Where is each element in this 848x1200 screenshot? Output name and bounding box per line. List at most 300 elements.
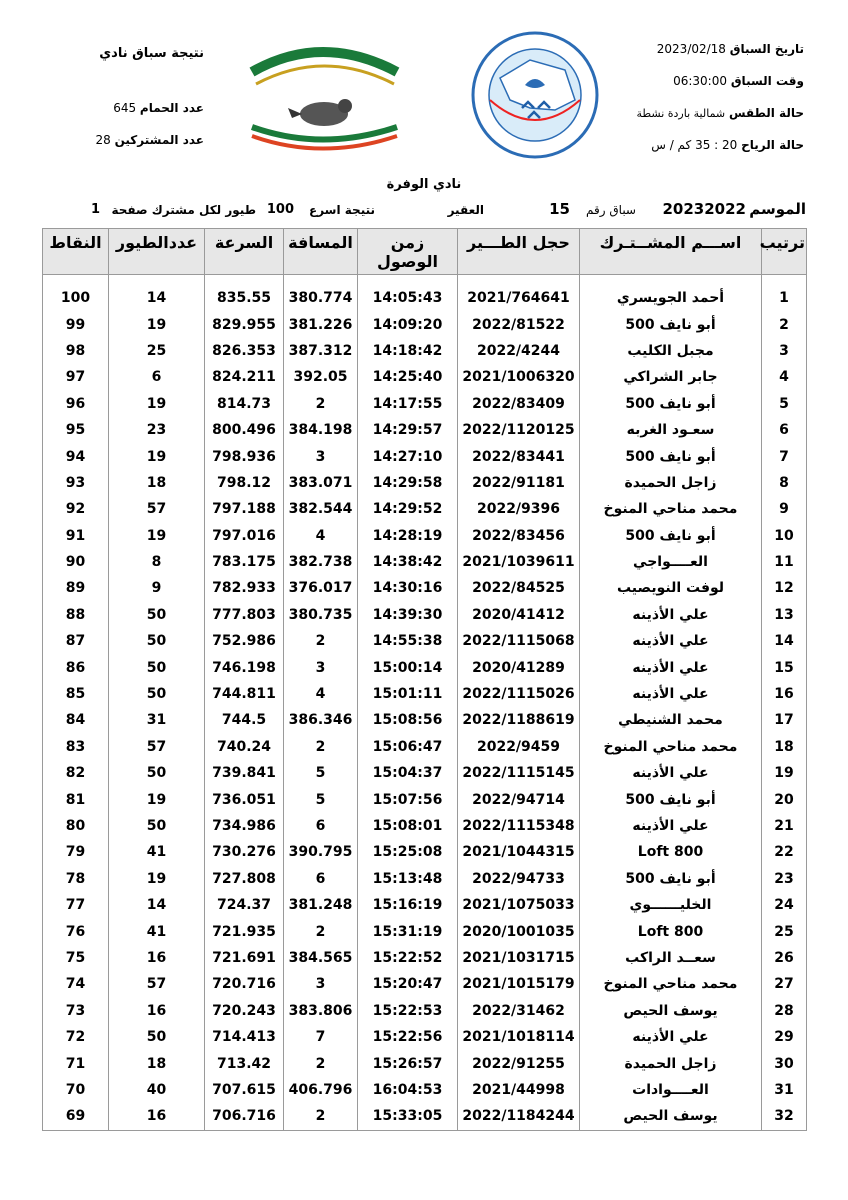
results-table: [42, 228, 807, 1131]
ring-cell: 2021/44998: [458, 1077, 580, 1103]
ring-cell: 2022/1184244: [458, 1103, 580, 1130]
rank-cell: 22: [762, 839, 807, 865]
per-member-label: طيور لكل مشترك صفحة: [111, 203, 256, 217]
table-row: [43, 602, 807, 628]
result-summary-block: [94, 46, 204, 165]
arrival-time-cell: 15:01:11: [358, 681, 458, 707]
points-cell: 77: [43, 892, 109, 918]
participant-cell: علي الأذينه: [580, 654, 762, 680]
rank-cell: 19: [762, 760, 807, 786]
birds-count-cell: 9: [109, 575, 205, 601]
club-name: نادي الوفرة: [386, 177, 462, 192]
distance-cell: 380.774: [284, 285, 358, 311]
ring-cell: 2022/91255: [458, 1050, 580, 1076]
rank-cell: 7: [762, 443, 807, 469]
participant-cell: زاجل الحميدة: [580, 1050, 762, 1076]
birds-count-cell: 50: [109, 1024, 205, 1050]
distance-cell: 376.017: [284, 575, 358, 601]
table-row: [43, 998, 807, 1024]
participant-cell: علي الأذينه: [580, 602, 762, 628]
ring-cell: 2020/41412: [458, 602, 580, 628]
distance-cell: 2: [284, 1103, 358, 1130]
rank-cell: 23: [762, 866, 807, 892]
col-points-header: النقاط: [43, 229, 109, 275]
distance-cell: 392.05: [284, 364, 358, 390]
wind-label: حالة الرياح: [741, 138, 804, 152]
table-row: [43, 945, 807, 971]
speed-cell: 797.016: [205, 523, 284, 549]
rank-cell: 24: [762, 892, 807, 918]
points-cell: 78: [43, 866, 109, 892]
wind: 20 : 35 كم / س: [651, 138, 738, 152]
distance-cell: 381.248: [284, 892, 358, 918]
distance-cell: 382.544: [284, 496, 358, 522]
rank-cell: 4: [762, 364, 807, 390]
table-row: [43, 417, 807, 443]
rank-cell: 8: [762, 470, 807, 496]
rank-cell: 3: [762, 338, 807, 364]
weather: شمالية باردة نشطة: [636, 107, 726, 120]
ring-cell: 2022/4244: [458, 338, 580, 364]
birds-count-cell: 18: [109, 1050, 205, 1076]
rank-cell: 6: [762, 417, 807, 443]
race-date-label: تاريخ السباق: [729, 42, 804, 56]
arrival-time-cell: 16:04:53: [358, 1077, 458, 1103]
arrival-time-cell: 15:08:56: [358, 707, 458, 733]
distance-cell: 382.738: [284, 549, 358, 575]
participant-cell: لوفت النويصيب: [580, 575, 762, 601]
arrival-time-cell: 15:00:14: [358, 654, 458, 680]
speed-cell: 739.841: [205, 760, 284, 786]
rank-cell: 12: [762, 575, 807, 601]
arrival-time-cell: 14:25:40: [358, 364, 458, 390]
rank-cell: 31: [762, 1077, 807, 1103]
rank-cell: 16: [762, 681, 807, 707]
birds-count-cell: 14: [109, 285, 205, 311]
participant-cell: أبو نايف 500: [580, 311, 762, 337]
arrival-time-cell: 15:06:47: [358, 734, 458, 760]
ring-cell: 2022/83456: [458, 523, 580, 549]
birds-count-cell: 50: [109, 628, 205, 654]
race-no: 15: [549, 200, 570, 218]
table-row: [43, 285, 807, 311]
birds-count-cell: 19: [109, 866, 205, 892]
distance-cell: 3: [284, 443, 358, 469]
participant-cell: Loft 800: [580, 839, 762, 865]
race-location: العقير: [447, 203, 484, 217]
birds-count-cell: 57: [109, 496, 205, 522]
birds-count-cell: 57: [109, 734, 205, 760]
distance-cell: 383.071: [284, 470, 358, 496]
spacer-row: [43, 275, 807, 286]
speed-cell: 744.811: [205, 681, 284, 707]
points-cell: 97: [43, 364, 109, 390]
table-row: [43, 364, 807, 390]
birds-count-cell: 19: [109, 523, 205, 549]
distance-cell: 381.226: [284, 311, 358, 337]
ring-cell: 2022/94714: [458, 786, 580, 812]
distance-cell: 383.806: [284, 998, 358, 1024]
distance-cell: 7: [284, 1024, 358, 1050]
rank-cell: 29: [762, 1024, 807, 1050]
table-row: [43, 496, 807, 522]
participant-cell: محمد مناحي المنوخ: [580, 496, 762, 522]
speed-cell: 798.936: [205, 443, 284, 469]
birds-count-cell: 41: [109, 918, 205, 944]
arrival-time-cell: 14:29:58: [358, 470, 458, 496]
birds-count-cell: 19: [109, 443, 205, 469]
distance-cell: 2: [284, 1050, 358, 1076]
distance-cell: 390.795: [284, 839, 358, 865]
fastest-label: نتيجة اسرع: [309, 203, 375, 217]
arrival-time-cell: 14:09:20: [358, 311, 458, 337]
ring-cell: 2022/83409: [458, 391, 580, 417]
rank-cell: 1: [762, 285, 807, 311]
points-cell: 76: [43, 918, 109, 944]
arrival-time-cell: 14:17:55: [358, 391, 458, 417]
rank-cell: 5: [762, 391, 807, 417]
results-body: [43, 275, 807, 1131]
table-row: [43, 1077, 807, 1103]
speed-cell: 752.986: [205, 628, 284, 654]
birds-count-cell: 14: [109, 892, 205, 918]
participant-cell: أبو نايف 500: [580, 786, 762, 812]
arrival-time-cell: 14:55:38: [358, 628, 458, 654]
page-number: 1: [90, 202, 100, 217]
speed-cell: 777.803: [205, 602, 284, 628]
birds-count-cell: 18: [109, 470, 205, 496]
participant-cell: محمد مناحي المنوخ: [580, 971, 762, 997]
birds-count-cell: 50: [109, 602, 205, 628]
table-row: [43, 575, 807, 601]
points-cell: 93: [43, 470, 109, 496]
participant-cell: Loft 800: [580, 918, 762, 944]
table-row: [43, 523, 807, 549]
table-row: [43, 918, 807, 944]
arrival-time-cell: 15:08:01: [358, 813, 458, 839]
speed-cell: 724.37: [205, 892, 284, 918]
rank-cell: 32: [762, 1103, 807, 1130]
ring-cell: 2021/1031715: [458, 945, 580, 971]
rank-cell: 27: [762, 971, 807, 997]
participant-cell: محمد الشنيطي: [580, 707, 762, 733]
participants-label: عدد المشتركين: [114, 133, 204, 147]
birds-count-cell: 16: [109, 1103, 205, 1130]
table-row: [43, 839, 807, 865]
distance-cell: 3: [284, 971, 358, 997]
participant-cell: العــــواجي: [580, 549, 762, 575]
season-value: 20232022: [662, 200, 746, 218]
distance-cell: 2: [284, 918, 358, 944]
speed-cell: 824.211: [205, 364, 284, 390]
distance-cell: 6: [284, 813, 358, 839]
participant-cell: يوسف الحيص: [580, 998, 762, 1024]
points-cell: 83: [43, 734, 109, 760]
participant-cell: مجبل الكليب: [580, 338, 762, 364]
rank-cell: 26: [762, 945, 807, 971]
race-meta-row: [42, 200, 806, 224]
fastest-count: 100: [266, 202, 294, 217]
ring-cell: 2021/1006320: [458, 364, 580, 390]
ring-cell: 2022/9459: [458, 734, 580, 760]
distance-cell: 6: [284, 866, 358, 892]
birds-count-cell: 50: [109, 760, 205, 786]
points-cell: 73: [43, 998, 109, 1024]
participant-cell: علي الأذينه: [580, 760, 762, 786]
rank-cell: 2: [762, 311, 807, 337]
rank-cell: 17: [762, 707, 807, 733]
participant-cell: أبو نايف 500: [580, 391, 762, 417]
distance-cell: 4: [284, 523, 358, 549]
arrival-time-cell: 15:25:08: [358, 839, 458, 865]
speed-cell: 783.175: [205, 549, 284, 575]
speed-cell: 835.55: [205, 285, 284, 311]
rank-cell: 18: [762, 734, 807, 760]
ring-cell: 2021/1015179: [458, 971, 580, 997]
table-row: [43, 443, 807, 469]
rank-cell: 20: [762, 786, 807, 812]
ring-cell: 2022/94733: [458, 866, 580, 892]
arrival-time-cell: 15:04:37: [358, 760, 458, 786]
rank-cell: 11: [762, 549, 807, 575]
arrival-time-cell: 14:30:16: [358, 575, 458, 601]
ring-cell: 2022/1188619: [458, 707, 580, 733]
birds-count-cell: 25: [109, 338, 205, 364]
result-title: نتيجة سباق نادي: [99, 46, 204, 61]
distance-cell: 5: [284, 760, 358, 786]
speed-cell: 720.716: [205, 971, 284, 997]
speed-cell: 721.935: [205, 918, 284, 944]
col-speed-header: السرعة: [205, 229, 284, 275]
ring-cell: 2022/1115145: [458, 760, 580, 786]
speed-cell: 826.353: [205, 338, 284, 364]
table-row: [43, 786, 807, 812]
col-ring-header: حجل الطـــير: [458, 229, 580, 275]
ring-cell: 2022/9396: [458, 496, 580, 522]
points-cell: 72: [43, 1024, 109, 1050]
speed-cell: 782.933: [205, 575, 284, 601]
birds-count-cell: 16: [109, 945, 205, 971]
speed-cell: 736.051: [205, 786, 284, 812]
arrival-time-cell: 14:29:52: [358, 496, 458, 522]
participant-cell: زاجل الحميدة: [580, 470, 762, 496]
birds-count-cell: 40: [109, 1077, 205, 1103]
rank-cell: 14: [762, 628, 807, 654]
points-cell: 71: [43, 1050, 109, 1076]
distance-cell: 4: [284, 681, 358, 707]
participant-cell: يوسف الحيص: [580, 1103, 762, 1130]
table-row: [43, 391, 807, 417]
arrival-time-cell: 15:20:47: [358, 971, 458, 997]
ring-cell: 2022/31462: [458, 998, 580, 1024]
rank-cell: 10: [762, 523, 807, 549]
table-row: [43, 760, 807, 786]
speed-cell: 721.691: [205, 945, 284, 971]
club-logo-icon: [242, 32, 407, 152]
speed-cell: 727.808: [205, 866, 284, 892]
speed-cell: 706.716: [205, 1103, 284, 1130]
arrival-time-cell: 14:18:42: [358, 338, 458, 364]
participant-cell: أبو نايف 500: [580, 866, 762, 892]
points-cell: 85: [43, 681, 109, 707]
points-cell: 87: [43, 628, 109, 654]
table-row: [43, 866, 807, 892]
table-row: [43, 338, 807, 364]
points-cell: 98: [43, 338, 109, 364]
race-time-label: وقت السباق: [730, 74, 804, 88]
distance-cell: 2: [284, 628, 358, 654]
birds-count-cell: 6: [109, 364, 205, 390]
race-info-block: [604, 42, 804, 170]
points-cell: 94: [43, 443, 109, 469]
participant-cell: علي الأذينه: [580, 681, 762, 707]
birds-count-cell: 8: [109, 549, 205, 575]
speed-cell: 707.615: [205, 1077, 284, 1103]
speed-cell: 800.496: [205, 417, 284, 443]
points-cell: 75: [43, 945, 109, 971]
points-cell: 92: [43, 496, 109, 522]
distance-cell: 406.796: [284, 1077, 358, 1103]
race-time: 06:30:00: [673, 74, 727, 88]
distance-cell: 384.198: [284, 417, 358, 443]
arrival-time-cell: 14:29:57: [358, 417, 458, 443]
arrival-time-cell: 14:39:30: [358, 602, 458, 628]
speed-cell: 714.413: [205, 1024, 284, 1050]
speed-cell: 730.276: [205, 839, 284, 865]
col-arrival-header: زمن الوصول: [358, 229, 458, 275]
arrival-time-cell: 15:22:56: [358, 1024, 458, 1050]
points-cell: 91: [43, 523, 109, 549]
distance-cell: 3: [284, 654, 358, 680]
ring-cell: 2022/1115026: [458, 681, 580, 707]
table-row: [43, 813, 807, 839]
table-row: [43, 654, 807, 680]
ring-cell: 2021/1075033: [458, 892, 580, 918]
race-date: 2023/02/18: [656, 42, 726, 56]
rank-cell: 21: [762, 813, 807, 839]
points-cell: 81: [43, 786, 109, 812]
birds-count-cell: 31: [109, 707, 205, 733]
points-cell: 82: [43, 760, 109, 786]
participant-cell: سعــد الراكب: [580, 945, 762, 971]
table-row: [43, 1103, 807, 1130]
points-cell: 74: [43, 971, 109, 997]
speed-cell: 720.243: [205, 998, 284, 1024]
pigeons-label: عدد الحمام: [139, 101, 204, 115]
birds-count-cell: 19: [109, 391, 205, 417]
col-distance-header: المسافة: [284, 229, 358, 275]
arrival-time-cell: 15:16:19: [358, 892, 458, 918]
participant-cell: العــــوادات: [580, 1077, 762, 1103]
ring-cell: 2021/1018114: [458, 1024, 580, 1050]
pigeons-count: 645: [113, 101, 137, 115]
points-cell: 100: [43, 285, 109, 311]
rank-cell: 28: [762, 998, 807, 1024]
arrival-time-cell: 14:38:42: [358, 549, 458, 575]
participant-cell: سعـود الغربه: [580, 417, 762, 443]
table-row: [43, 892, 807, 918]
col-participant-header: اســـم المشــتـرك: [580, 229, 762, 275]
participant-cell: علي الأذينه: [580, 628, 762, 654]
speed-cell: 829.955: [205, 311, 284, 337]
birds-count-cell: 57: [109, 971, 205, 997]
distance-cell: 380.735: [284, 602, 358, 628]
table-row: [43, 1050, 807, 1076]
distance-cell: 2: [284, 734, 358, 760]
speed-cell: 798.12: [205, 470, 284, 496]
participant-cell: أبو نايف 500: [580, 523, 762, 549]
birds-count-cell: 19: [109, 311, 205, 337]
ring-cell: 2020/41289: [458, 654, 580, 680]
rank-cell: 9: [762, 496, 807, 522]
rank-cell: 25: [762, 918, 807, 944]
ring-cell: 2021/764641: [458, 285, 580, 311]
birds-count-cell: 19: [109, 786, 205, 812]
distance-cell: 5: [284, 786, 358, 812]
arrival-time-cell: 14:28:19: [358, 523, 458, 549]
speed-cell: 746.198: [205, 654, 284, 680]
participant-cell: أبو نايف 500: [580, 443, 762, 469]
ring-cell: 2021/1044315: [458, 839, 580, 865]
speed-cell: 797.188: [205, 496, 284, 522]
participant-cell: علي الأذينه: [580, 1024, 762, 1050]
participants-count: 28: [95, 133, 111, 147]
table-header-row: [43, 229, 807, 275]
birds-count-cell: 41: [109, 839, 205, 865]
points-cell: 86: [43, 654, 109, 680]
points-cell: 70: [43, 1077, 109, 1103]
arrival-time-cell: 15:26:57: [358, 1050, 458, 1076]
arrival-time-cell: 15:13:48: [358, 866, 458, 892]
speed-cell: 713.42: [205, 1050, 284, 1076]
points-cell: 89: [43, 575, 109, 601]
arrival-time-cell: 14:27:10: [358, 443, 458, 469]
arrival-time-cell: 15:22:53: [358, 998, 458, 1024]
birds-count-cell: 50: [109, 813, 205, 839]
weather-label: حالة الطقس: [728, 106, 804, 120]
ring-cell: 2022/1120125: [458, 417, 580, 443]
table-row: [43, 1024, 807, 1050]
ring-cell: 2022/83441: [458, 443, 580, 469]
rank-cell: 13: [762, 602, 807, 628]
ring-cell: 2021/1039611: [458, 549, 580, 575]
points-cell: 88: [43, 602, 109, 628]
table-row: [43, 311, 807, 337]
points-cell: 95: [43, 417, 109, 443]
table-row: [43, 549, 807, 575]
participant-cell: محمد مناحي المنوخ: [580, 734, 762, 760]
table-row: [43, 971, 807, 997]
birds-count-cell: 50: [109, 681, 205, 707]
speed-cell: 814.73: [205, 391, 284, 417]
participant-cell: علي الأذينه: [580, 813, 762, 839]
season-label: الموسم: [749, 200, 806, 218]
federation-logo-icon: [470, 30, 600, 160]
speed-cell: 740.24: [205, 734, 284, 760]
speed-cell: 734.986: [205, 813, 284, 839]
arrival-time-cell: 14:05:43: [358, 285, 458, 311]
arrival-time-cell: 15:07:56: [358, 786, 458, 812]
distance-cell: 386.346: [284, 707, 358, 733]
ring-cell: 2022/84525: [458, 575, 580, 601]
points-cell: 96: [43, 391, 109, 417]
col-rank-header: ترتيب: [762, 229, 807, 275]
participant-cell: أحمد الجويسري: [580, 285, 762, 311]
birds-count-cell: 50: [109, 654, 205, 680]
table-row: [43, 681, 807, 707]
ring-cell: 2022/1115348: [458, 813, 580, 839]
table-row: [43, 734, 807, 760]
